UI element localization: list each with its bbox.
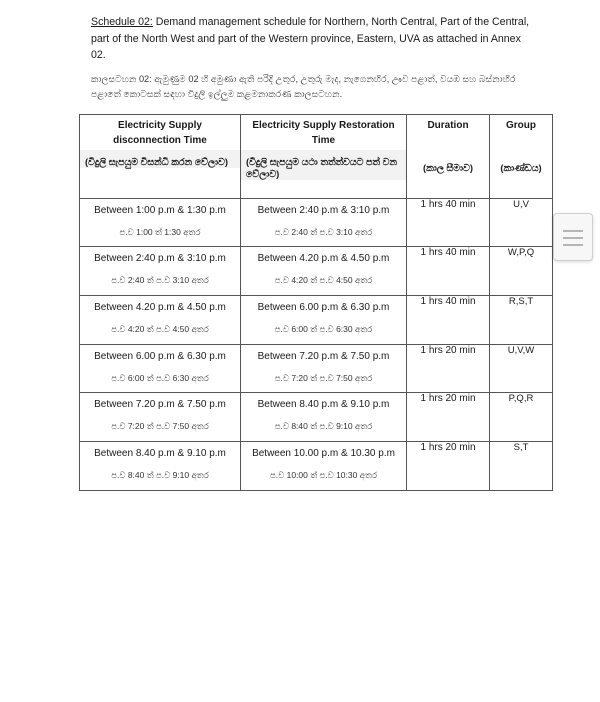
restoration-time-si: ප.ව 2:40 ත් ප.ව 3:10 අතර [274, 227, 373, 237]
table-row [80, 296, 553, 345]
restoration-cell [241, 345, 407, 393]
disconnection-cell [80, 296, 241, 345]
disconnection-cell [80, 442, 241, 491]
header-restoration-si: (විදුලි සැපයුම යථා තත්ත්වයට පත් වන වේලාව) [241, 150, 406, 180]
duration-cell: 1 hrs 20 min [407, 345, 490, 393]
schedule-heading-prefix: Schedule 02: [91, 16, 153, 28]
restoration-time-si: ප.ව 7:20 ත් ප.ව 7:50 අතර [274, 373, 373, 383]
disconnection-time-en: Between 1:00 p.m & 1:30 p.m [94, 205, 226, 216]
restoration-cell [241, 393, 407, 442]
group-cell: P,Q,R [490, 393, 553, 442]
schedule-table [79, 114, 553, 491]
header-disconnection-si: (විදුලි සැපයුම විසන්ධි කරන වේලාව) [80, 150, 240, 168]
header-disconnection-en: Electricity Supply disconnection Time [113, 120, 207, 146]
disconnection-time-en: Between 4.20 p.m & 4.50 p.m [94, 302, 226, 313]
duration-cell: 1 hrs 20 min [407, 442, 490, 491]
disconnection-time-si: ප.ව 2:40 ත් ප.ව 3:10 අතර [111, 275, 209, 285]
restoration-time-si: ප.ව 6:00 ත් ප.ව 6:30 අතර [274, 324, 373, 334]
table-row [80, 442, 553, 491]
schedule-heading [91, 14, 531, 64]
duration-cell: 1 hrs 40 min [407, 199, 490, 247]
disconnection-cell [80, 393, 241, 442]
restoration-time-en: Between 4.20 p.m & 4.50 p.m [257, 253, 390, 264]
header-duration-si: (කාල සීමාව) [422, 162, 473, 173]
header-group-en: Group [506, 120, 536, 131]
header-group [490, 115, 553, 199]
disconnection-time-si: ප.ව 4:20 ත් ප.ව 4:50 අතර [111, 324, 209, 334]
table-row [80, 393, 553, 442]
duration-cell: 1 hrs 40 min [407, 247, 490, 296]
disconnection-time-si: ප.ව 1:00 ත් 1:30 අතර [119, 227, 201, 237]
restoration-cell [241, 296, 407, 345]
restoration-time-si: ප.ව 4:20 ත් ප.ව 4:50 අතර [274, 275, 373, 285]
header-restoration-en: Electricity Supply Restoration Time [252, 120, 395, 146]
group-cell: W,P,Q [490, 247, 553, 296]
restoration-cell [241, 247, 407, 296]
header-group-si: (කාණ්ඩය) [500, 162, 542, 173]
restoration-time-en: Between 8.40 p.m & 9.10 p.m [257, 399, 390, 410]
duration-cell: 1 hrs 20 min [407, 393, 490, 442]
header-restoration [241, 115, 407, 199]
table-row [80, 345, 553, 393]
disconnection-time-si: ප.ව 7:20 ත් ප.ව 7:50 අතර [111, 421, 209, 431]
disconnection-time-en: Between 7.20 p.m & 7.50 p.m [94, 399, 226, 410]
disconnection-time-si: ප.ව 8:40 ත් ප.ව 9:10 අතර [111, 470, 209, 480]
header-disconnection [80, 115, 241, 199]
table-row [80, 199, 553, 247]
restoration-time-si: ප.ව 8:40 ත් ප.ව 9:10 අතර [274, 421, 373, 431]
group-cell: R,S,T [490, 296, 553, 345]
disconnection-cell [80, 247, 241, 296]
disconnection-cell [80, 199, 241, 247]
group-cell: U,V [490, 199, 553, 247]
schedule-heading-text: Demand management schedule for Northern, North Central, Part of the Central, part of the North West and part of the Western province, Eastern, UVA as attached in Annex 02. [91, 16, 530, 61]
restoration-time-en: Between 6.00 p.m & 6.30 p.m [257, 302, 390, 313]
table-row [80, 247, 553, 296]
table-header-row [80, 115, 553, 199]
restoration-time-en: Between 10.00 p.m & 10.30 p.m [252, 448, 395, 459]
restoration-time-en: Between 2:40 p.m & 3:10 p.m [257, 205, 390, 216]
disconnection-time-en: Between 2:40 p.m & 3:10 p.m [94, 253, 226, 264]
side-panel-toggle-button[interactable] [553, 213, 593, 261]
group-cell: S,T [490, 442, 553, 491]
disconnection-time-si: ප.ව 6:00 ත් ප.ව 6:30 අතර [111, 373, 209, 383]
disconnection-time-en: Between 6.00 p.m & 6.30 p.m [94, 351, 226, 362]
header-duration [407, 115, 490, 199]
group-cell: U,V,W [490, 345, 553, 393]
disconnection-time-en: Between 8.40 p.m & 9.10 p.m [94, 448, 226, 459]
disconnection-cell [80, 345, 241, 393]
header-duration-en: Duration [427, 120, 469, 131]
restoration-cell [241, 442, 407, 491]
restoration-time-si: ප.ව 10:00 ත් ප.ව 10:30 අතර [270, 470, 377, 480]
restoration-cell [241, 199, 407, 247]
duration-cell: 1 hrs 40 min [407, 296, 490, 345]
restoration-time-en: Between 7.20 p.m & 7.50 p.m [257, 351, 390, 362]
sinhala-paragraph: කාලසටහන 02: ඇමුණුම 02 හි අමුණා ඇති පරිදි උතුර, උතුරු මැද, නැගෙනහිර, ඌව පළාත්, වයඹ සහ බස්නාහිර පළාතේ කොටසක් සඳහා විදුලි ඉල්ලුම කළමනාකරණ කාලසටහන. [91, 74, 516, 99]
